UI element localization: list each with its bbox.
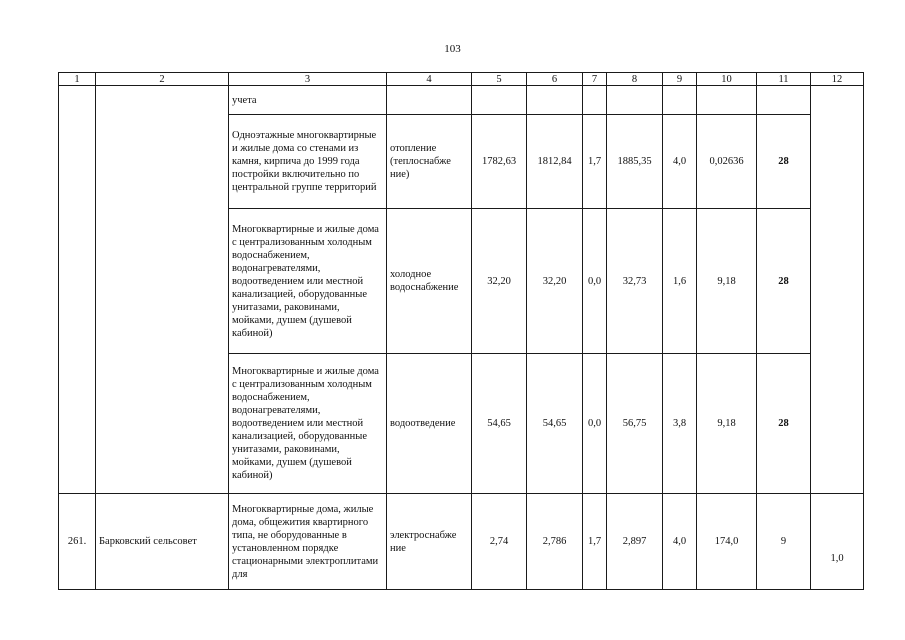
value-cell: 3,8	[663, 354, 697, 494]
settlement-cell	[96, 86, 229, 494]
table-row	[59, 494, 864, 590]
row-number-cell: 261.	[59, 494, 96, 590]
value-cell: 4,0	[663, 115, 697, 209]
value-cell: 54,65	[472, 354, 527, 494]
value-cell: 1782,63	[472, 115, 527, 209]
value-cell: 54,65	[527, 354, 583, 494]
value-cell: 174,0	[697, 494, 757, 590]
value-cell: 28	[757, 115, 811, 209]
value-cell	[757, 86, 811, 115]
value-cell	[607, 86, 663, 115]
value-cell: 9	[757, 494, 811, 590]
column-number: 12	[811, 73, 864, 86]
column-number: 9	[663, 73, 697, 86]
value-cell	[663, 86, 697, 115]
column-number: 1	[59, 73, 96, 86]
service-cell	[387, 86, 472, 115]
value-cell: 9,18	[697, 209, 757, 354]
service-cell: отопление (теплоснабже ние)	[387, 115, 472, 209]
table-row	[59, 86, 864, 115]
settlement-cell: Барковский сельсовет	[96, 494, 229, 590]
row-number-cell	[59, 86, 96, 494]
tariff-table	[58, 72, 864, 590]
column-number-row	[59, 73, 864, 86]
value-cell: 1,6	[663, 209, 697, 354]
value-cell: 32,73	[607, 209, 663, 354]
value-cell	[527, 86, 583, 115]
category-cell: Многоквартирные и жилые дома с централизованным холодным водоснабжением, водонагревателями, водоотведением или местной канализацией, оборудованные унитазами, раковинами, мойками, душем (душевой кабиной)	[229, 209, 387, 354]
column-number: 10	[697, 73, 757, 86]
column-number: 6	[527, 73, 583, 86]
column-number: 7	[583, 73, 607, 86]
service-cell: водоотведение	[387, 354, 472, 494]
value-cell: 32,20	[527, 209, 583, 354]
value-cell	[697, 86, 757, 115]
category-cell: Одноэтажные многоквартирные и жилые дома со стенами из камня, кирпича до 1999 года постройки включительно по центральной группе территорий	[229, 115, 387, 209]
value-cell	[472, 86, 527, 115]
value-cell: 0,0	[583, 209, 607, 354]
value-cell: 28	[757, 354, 811, 494]
category-cell: Многоквартирные дома, жилые дома, общежития квартирного типа, не оборудованные в установленном порядке стационарными электроплитами для	[229, 494, 387, 590]
column-number: 3	[229, 73, 387, 86]
coefficient-cell	[811, 86, 864, 494]
page-number: 103	[444, 43, 461, 55]
category-cell: Многоквартирные и жилые дома с централизованным холодным водоснабжением, водонагревателями, водоотведением или местной канализацией, оборудованные унитазами, раковинами, мойками, душем (душевой кабиной)	[229, 354, 387, 494]
value-cell: 1812,84	[527, 115, 583, 209]
value-cell: 9,18	[697, 354, 757, 494]
column-number: 4	[387, 73, 472, 86]
service-cell: электроснабже ние	[387, 494, 472, 590]
column-number: 8	[607, 73, 663, 86]
value-cell: 1,7	[583, 494, 607, 590]
category-cell: учета	[229, 86, 387, 115]
value-cell: 28	[757, 209, 811, 354]
value-cell: 2,74	[472, 494, 527, 590]
coefficient-cell: 1,0	[811, 494, 864, 590]
value-cell	[583, 86, 607, 115]
service-cell: холодное водоснабжение	[387, 209, 472, 354]
value-cell: 2,786	[527, 494, 583, 590]
value-cell: 0,02636	[697, 115, 757, 209]
value-cell: 56,75	[607, 354, 663, 494]
value-cell: 0,0	[583, 354, 607, 494]
value-cell: 4,0	[663, 494, 697, 590]
value-cell: 1,7	[583, 115, 607, 209]
value-cell: 2,897	[607, 494, 663, 590]
value-cell: 1885,35	[607, 115, 663, 209]
column-number: 5	[472, 73, 527, 86]
column-number: 2	[96, 73, 229, 86]
column-number: 11	[757, 73, 811, 86]
value-cell: 32,20	[472, 209, 527, 354]
